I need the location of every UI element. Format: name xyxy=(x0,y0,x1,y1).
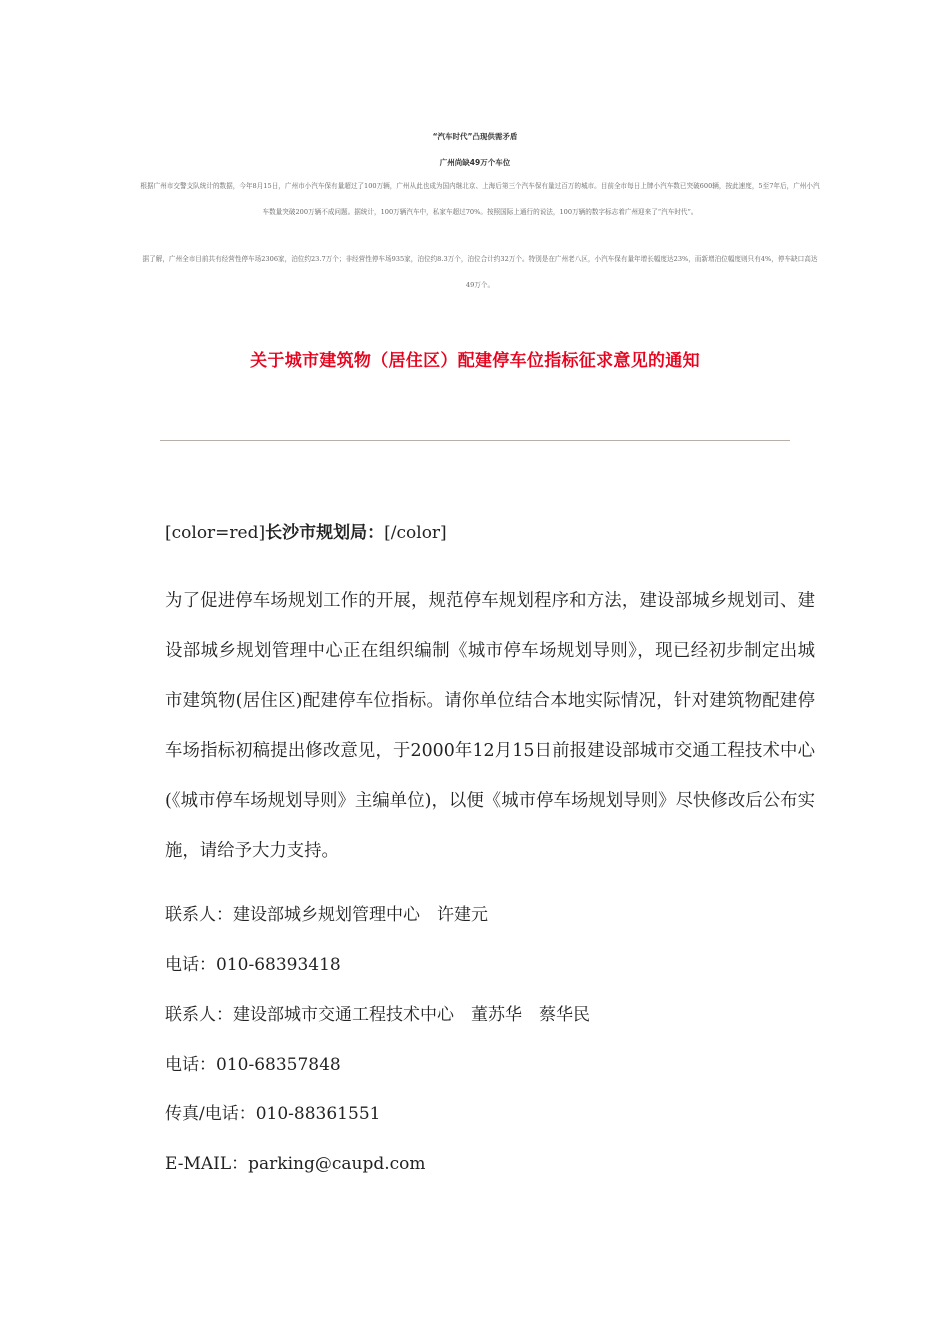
contact-line: 电话：010-68357848 xyxy=(165,1055,341,1075)
horizontal-divider xyxy=(160,440,790,441)
addressee: 长沙市规划局： xyxy=(265,523,385,543)
addressee-line xyxy=(165,518,815,543)
contact-line: 联系人：建设部城市交通工程技术中心 董苏华 蔡华民 xyxy=(165,1005,590,1025)
headline: “汽车时代”凸现供需矛盾 xyxy=(432,132,518,141)
notice-title: 关于城市建筑物（居住区）配建停车位指标征求意见的通知 xyxy=(250,351,700,371)
intro-paragraph-2: 据了解，广州全市目前共有经营性停车场2306家，泊位约23.7万个；非经营性停车场935家，泊位约8.3万个，泊位合计约32万个。特别是在广州老八区，小汽车保有量年增长幅度达23%，而新增泊位幅度则只有4%，停车缺口高达49万个。 xyxy=(142,255,818,289)
contact-line: E-MAIL：parking@caupd.com xyxy=(165,1154,426,1174)
contact-line: 传真/电话：010-88361551 xyxy=(165,1104,381,1124)
addressee-prefix: [color=red] xyxy=(165,523,266,543)
notice-body: 为了促进停车场规划工作的开展，规范停车规划程序和方法，建设部城乡规划司、建设部城乡规划管理中心正在组织编制《城市停车场规划导则》，现已经初步制定出城市建筑物(居住区)配建停车位指标。请你单位结合本地实际情况，针对建筑物配建停车场指标初稿提出修改意见，于2000年12月15日前报建设部城市交通工程技术中心(《城市停车场规划导则》主编单位)，以便《城市停车场规划导则》尽快修改后公布实施，请给予大力支持。 xyxy=(165,591,815,861)
contact-line: 联系人：建设部城乡规划管理中心 许建元 xyxy=(165,905,488,925)
addressee-suffix: [/color] xyxy=(384,523,447,543)
subheadline: 广州尚缺49万个车位 xyxy=(439,158,511,167)
intro-paragraph-1: 根据广州市交警支队统计的数据，今年8月15日，广州市小汽车保有量超过了100万辆，广州从此也成为国内继北京、上海后第三个汽车保有量过百万的城市。目前全市每日上牌小汽车数已突破600辆，按此速度，5至7年后，广州小汽车数量突破200万辆不成问题。据统计，100万辆汽车中，私家车超过70%。按照国际上通行的说法，100万辆的数字标志着广州迎来了“汽车时代”。 xyxy=(140,182,820,216)
contact-line: 电话：010-68393418 xyxy=(165,955,341,975)
